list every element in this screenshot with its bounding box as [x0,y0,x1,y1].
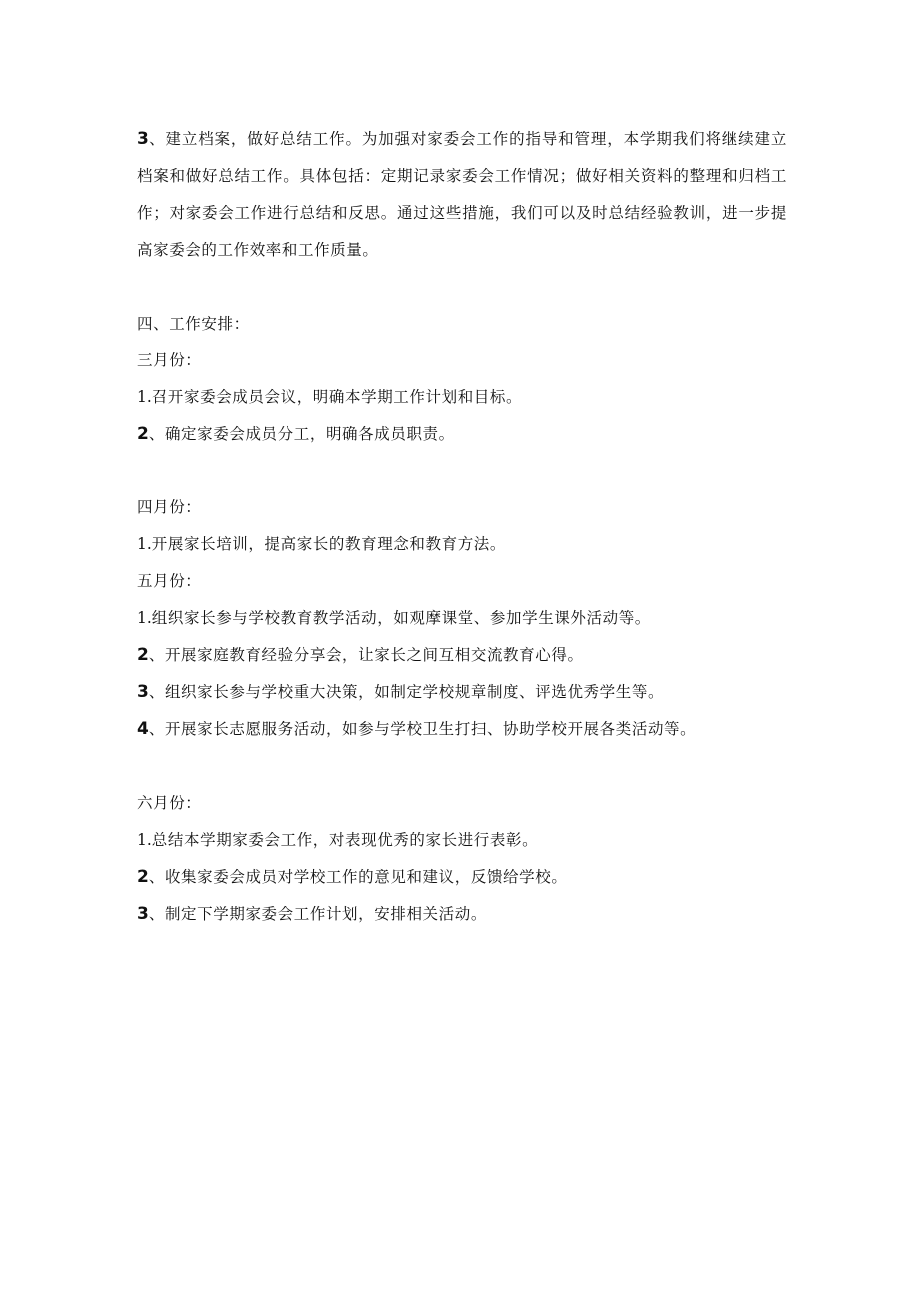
list-item [137,385,522,409]
list-item [137,902,487,926]
month-heading-march: 三月份： [137,351,202,369]
list-item [137,532,506,556]
item-number: 3 [137,904,149,924]
item-text: 、开展家庭教育经验分享会，让家长之间互相交流教育心得。 [148,646,584,664]
month-heading-june: 六月份： [137,794,202,812]
list-item [137,717,696,741]
item-text: 、收集家委会成员对学校工作的意见和建议，反馈给学校。 [148,868,568,886]
item-number: 3 [137,682,149,702]
item-text: 、制定下学期家委会工作计划，安排相关活动。 [148,905,487,923]
list-item [137,828,538,852]
item-text: 开展家长培训，提高家长的教育理念和教育方法。 [151,535,506,553]
paragraph-text: 、建立档案，做好总结工作。为加强对家委会工作的指导和管理，本学期我们将继续建立档案和做好总结工作。具体包括：定期记录家委会工作情况；做好相关资料的整理和归档工作；对家委会工作进行总结和反思。通过这些措施，我们可以及时总结经验教训，进一步提高家委会的工作效率和工作质量。 [137,130,787,259]
item-text: 总结本学期家委会工作，对表现优秀的家长进行表彰。 [151,831,539,849]
section-heading-work-schedule: 四、工作安排： [137,315,250,333]
section-3-paragraph [137,121,787,269]
list-item [137,422,455,446]
item-text: 、开展家长志愿服务活动，如参与学校卫生打扫、协助学校开展各类活动等。 [148,720,697,738]
item-number: 3 [137,129,149,149]
item-number: 1. [137,831,152,849]
month-heading-april: 四月份： [137,498,202,516]
item-number: 2 [137,645,149,665]
list-item [137,865,567,889]
list-item [137,680,664,704]
item-number: 1. [137,388,152,406]
item-text: 召开家委会成员会议，明确本学期工作计划和目标。 [151,388,523,406]
list-item [137,606,651,630]
item-text: 、确定家委会成员分工，明确各成员职责。 [148,425,455,443]
item-text: 组织家长参与学校教育教学活动，如观摩课堂、参加学生课外活动等。 [151,609,651,627]
item-text: 、组织家长参与学校重大决策，如制定学校规章制度、评选优秀学生等。 [148,683,665,701]
month-heading-may: 五月份： [137,572,202,590]
item-number: 1. [137,535,152,553]
list-item [137,643,584,667]
item-number: 4 [137,719,149,739]
item-number: 2 [137,424,149,444]
item-number: 2 [137,867,149,887]
item-number: 1. [137,609,152,627]
